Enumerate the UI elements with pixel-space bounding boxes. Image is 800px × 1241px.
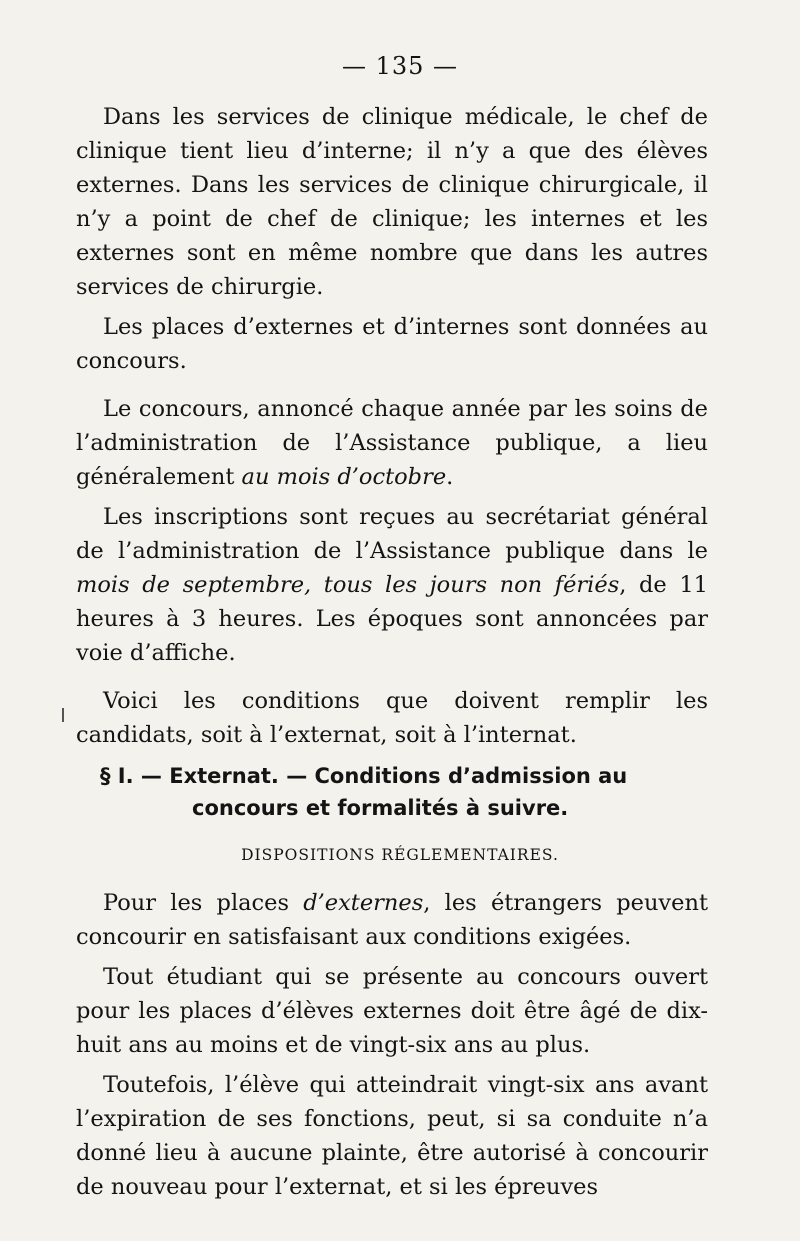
paragraph-age: Tout étudiant qui se présente au concours ouvert pour les places d’élèves externes doit être âgé de dix-huit ans au moins et de vingt-six ans au plus. — [76, 964, 708, 1058]
concours-end: . — [446, 464, 454, 490]
page-number: — 135 — — [341, 52, 459, 80]
paragraph-toutefois: Toutefois, l’élève qui atteindrait vingt-six ans avant l’expiration de ses fonctions, peut, si sa conduite n’a donné lieu à aucune plainte, être autorisé à concourir de nouveau pour l’externat, et si les épreuves — [76, 1072, 708, 1200]
paragraph-inscriptions — [76, 500, 708, 670]
inscriptions-text: Les inscriptions sont reçues au secrétariat général de l’administration de l’Assistance publique dans le — [76, 504, 708, 564]
paragraph-places: Les places d’externes et d’internes sont données au concours. — [76, 314, 708, 374]
paragraph-conditions-intro: Voici les conditions que doivent remplir les candidats, soit à l’externat, soit à l’internat. — [76, 688, 708, 748]
inscriptions-end: , de 11 heures à 3 heures. Les époques sont annoncées par voie d’affiche. — [76, 572, 708, 666]
section-heading — [100, 760, 700, 824]
etrangers-end: , les étrangers peuvent concourir en satisfaisant aux conditions exigées. — [76, 890, 708, 950]
concours-text: Le concours, annoncé chaque année par les soins de l’administration de l’Assistance publique, a lieu généralement — [76, 396, 708, 490]
print-speck — [62, 708, 64, 722]
section-heading-line2: concours et formalités à suivre. — [192, 796, 569, 820]
body-text-lower — [76, 886, 708, 1204]
etrangers-text: Pour les places — [103, 890, 304, 916]
subheading: DISPOSITIONS RÉGLEMENTAIRES. — [241, 846, 559, 864]
concours-date-italic: au mois d’octobre — [241, 464, 447, 490]
section-heading-line1: § I. — Externat. — Conditions d’admission au — [100, 764, 628, 788]
paragraph-concours — [76, 392, 708, 494]
inscriptions-period-italic: mois de septembre, tous les jours non fériés — [76, 572, 620, 598]
paragraph-clinique: Dans les services de clinique médicale, le chef de clinique tient lieu d’interne; il n’y a que des élèves externes. Dans les services de clinique chirurgicale, il n’y a point de chef de clinique; les internes et les externes sont en même nombre que dans les autres services de chirurgie. — [76, 104, 708, 300]
paragraph-etrangers — [76, 886, 708, 954]
etrangers-italic: d’externes — [303, 890, 424, 916]
body-text-upper — [76, 100, 708, 752]
